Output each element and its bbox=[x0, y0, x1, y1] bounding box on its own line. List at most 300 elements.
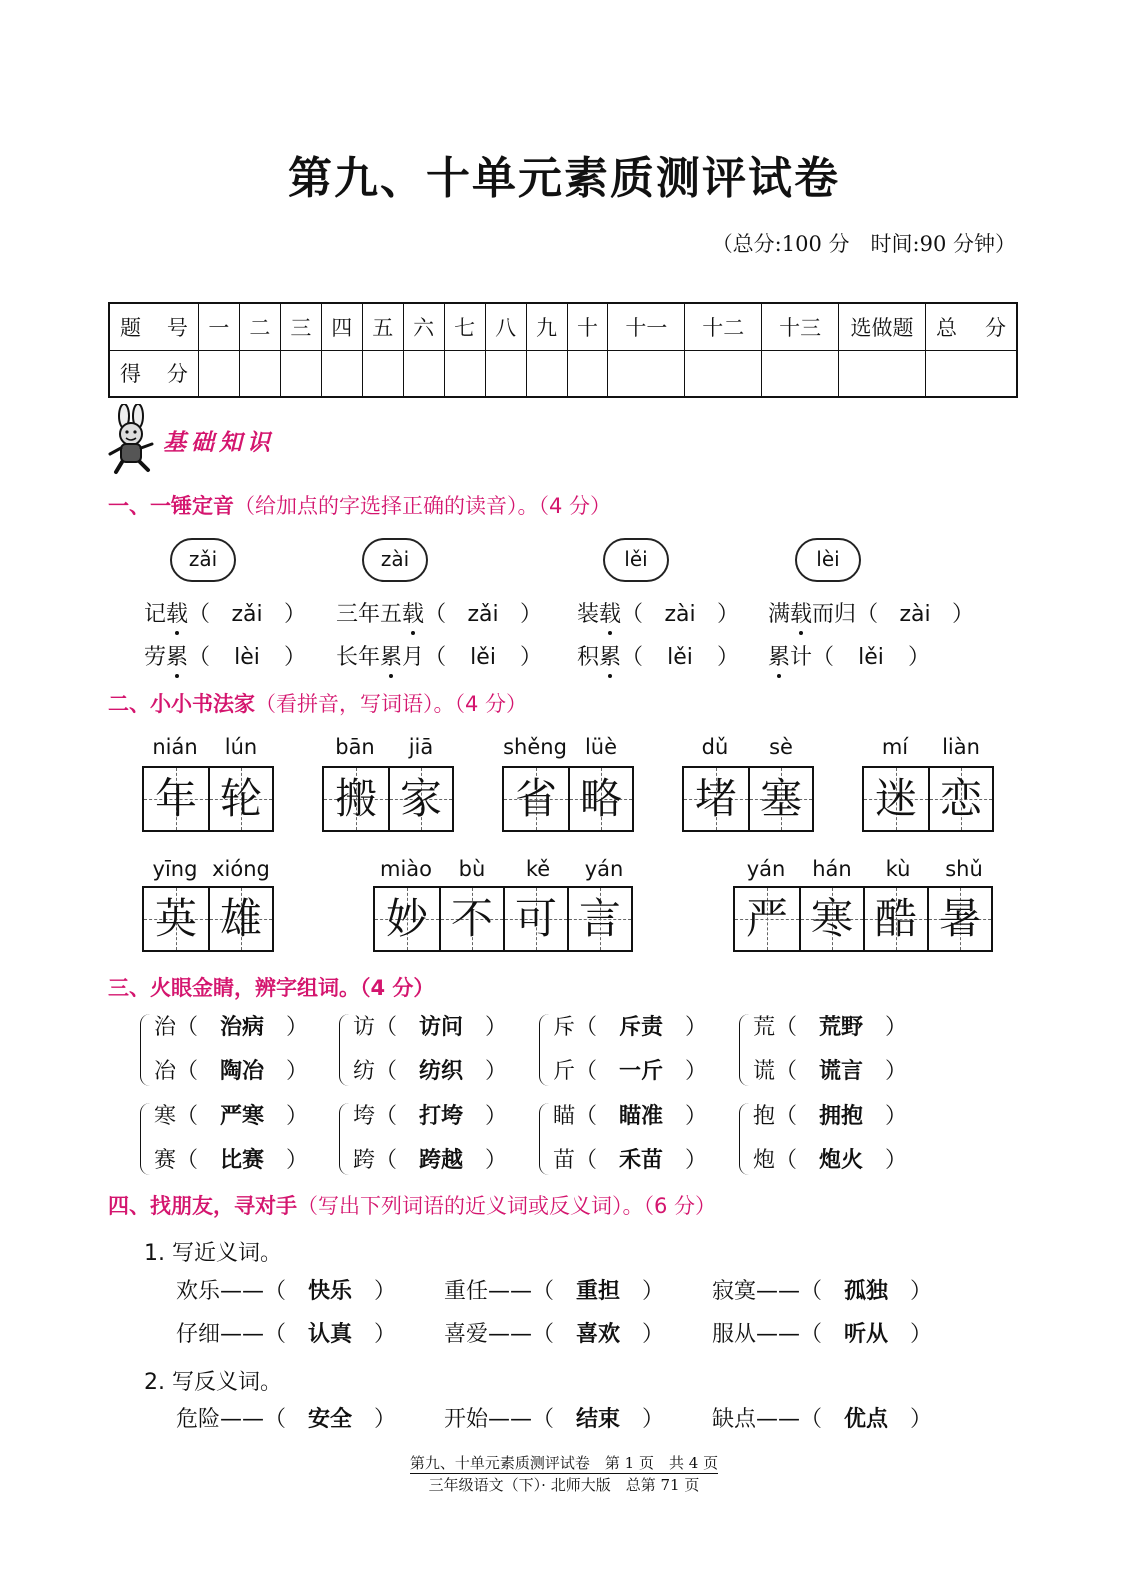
grid-char: 严 bbox=[745, 894, 788, 943]
word-char: 计 bbox=[790, 645, 813, 670]
word bbox=[577, 602, 621, 627]
char: 治 bbox=[154, 1015, 177, 1040]
grid-char: 省 bbox=[514, 774, 557, 823]
char: 谎 bbox=[753, 1059, 776, 1084]
grid-cell[interactable] bbox=[208, 888, 272, 950]
writing-grid bbox=[682, 766, 814, 832]
answer-value[interactable]: lěi bbox=[858, 645, 884, 670]
grid-char: 略 bbox=[579, 774, 622, 823]
paren-close: ） bbox=[903, 1322, 933, 1347]
brace-icon bbox=[539, 1014, 550, 1086]
pinyin-option: zǎi bbox=[170, 538, 236, 582]
paren-open: （ bbox=[424, 602, 454, 627]
pronunciation-item bbox=[336, 640, 542, 671]
paren-open: （ bbox=[621, 602, 651, 627]
answer-value[interactable]: lěi bbox=[470, 645, 496, 670]
score-input-cell[interactable] bbox=[239, 350, 280, 397]
answer-value[interactable]: zài bbox=[899, 602, 931, 627]
char-pair-item bbox=[553, 1095, 707, 1139]
answer-value[interactable]: zài bbox=[664, 602, 696, 627]
grid-cell[interactable] bbox=[208, 768, 272, 830]
score-input-cell[interactable] bbox=[198, 350, 239, 397]
paren-close: ） bbox=[279, 1104, 309, 1129]
bunny-mascot-icon bbox=[104, 404, 160, 476]
score-table bbox=[108, 302, 1018, 398]
answer-value[interactable]: 严寒 bbox=[220, 1104, 265, 1129]
paren-close: ） bbox=[478, 1059, 508, 1084]
row-label: 题 号 bbox=[109, 303, 198, 350]
score-input-cell[interactable] bbox=[839, 350, 926, 397]
word-pair-item bbox=[712, 1270, 932, 1314]
word: 缺点 bbox=[712, 1407, 757, 1432]
word: 服从 bbox=[712, 1322, 757, 1347]
char: 纺 bbox=[353, 1059, 376, 1084]
grid-char: 言 bbox=[578, 894, 621, 943]
score-input-cell[interactable] bbox=[526, 350, 567, 397]
question-title-text: 四、找朋友，寻对手 bbox=[108, 1194, 297, 1218]
grid-cell[interactable] bbox=[928, 768, 992, 830]
score-input-cell[interactable] bbox=[444, 350, 485, 397]
score-header-cell: 十三 bbox=[762, 303, 839, 350]
char: 跨 bbox=[353, 1148, 376, 1173]
paren-open: （ bbox=[575, 1104, 605, 1129]
grid-cell[interactable] bbox=[684, 768, 748, 830]
paren-open: （ bbox=[375, 1104, 405, 1129]
pinyin-option: lěi bbox=[603, 538, 669, 582]
answer-value[interactable]: 跨越 bbox=[419, 1148, 464, 1173]
char-pair-item bbox=[353, 1139, 507, 1183]
grid-char: 寒 bbox=[810, 894, 853, 943]
paren-close: ） bbox=[635, 1322, 665, 1347]
paren-close: ） bbox=[513, 602, 543, 627]
paren-close: ） bbox=[878, 1104, 908, 1129]
answer-value[interactable]: 结束 bbox=[576, 1407, 621, 1432]
word bbox=[577, 645, 621, 670]
grid-cell[interactable] bbox=[375, 888, 439, 950]
dash-paren: ——（ bbox=[488, 1279, 562, 1304]
word bbox=[768, 602, 856, 627]
pinyin-label: nián bbox=[152, 735, 198, 759]
word-char: 月 bbox=[402, 645, 425, 670]
score-input-cell[interactable] bbox=[321, 350, 362, 397]
char-pair-item bbox=[353, 1050, 507, 1094]
score-header-cell: 选做题 bbox=[839, 303, 926, 350]
score-header-cell: 八 bbox=[485, 303, 526, 350]
paren-open: （ bbox=[775, 1059, 805, 1084]
answer-value[interactable]: 打垮 bbox=[419, 1104, 464, 1129]
paren-open: （ bbox=[812, 645, 842, 670]
dash-paren: ——（ bbox=[220, 1322, 294, 1347]
word-pair-item bbox=[176, 1313, 396, 1357]
score-header-cell: 十 bbox=[567, 303, 608, 350]
grid-char: 暑 bbox=[938, 894, 981, 943]
brace-icon bbox=[140, 1014, 151, 1086]
char: 赛 bbox=[154, 1148, 177, 1173]
score-header-cell: 四 bbox=[321, 303, 362, 350]
paren-open: （ bbox=[375, 1148, 405, 1173]
word-char: 长 bbox=[336, 645, 359, 670]
paren-close: ） bbox=[678, 1104, 708, 1129]
dash-paren: ——（ bbox=[756, 1407, 830, 1432]
grid-cell[interactable] bbox=[144, 888, 208, 950]
grid-cell[interactable] bbox=[799, 888, 863, 950]
paren-close: ） bbox=[878, 1148, 908, 1173]
word-pair-item bbox=[712, 1313, 932, 1357]
pronunciation-item bbox=[144, 640, 306, 671]
char-pair-item bbox=[154, 1050, 308, 1094]
paren-open: （ bbox=[575, 1015, 605, 1040]
score-input-cell[interactable] bbox=[925, 350, 1017, 397]
word: 喜爱 bbox=[444, 1322, 489, 1347]
char: 抱 bbox=[753, 1104, 776, 1129]
word-char: 劳 bbox=[144, 645, 167, 670]
dash-paren: ——（ bbox=[488, 1407, 562, 1432]
char: 访 bbox=[353, 1015, 376, 1040]
pinyin-label: yīng bbox=[152, 857, 198, 881]
score-header-cell: 十二 bbox=[685, 303, 762, 350]
grid-char: 不 bbox=[450, 894, 493, 943]
paren-close: ） bbox=[878, 1015, 908, 1040]
question-title-text: 一、一锤定音 bbox=[108, 494, 234, 518]
grid-cell[interactable] bbox=[144, 768, 208, 830]
footer-line-2: 三年级语文（下）· 北师大版 总第 71 页 bbox=[428, 1476, 700, 1494]
pinyin-label: kù bbox=[885, 857, 911, 881]
footer-text: 第九、十单元素质测评试卷 第 1 页 共 4 页 bbox=[409, 1454, 719, 1472]
paren-close: ） bbox=[678, 1148, 708, 1173]
word-pair-item bbox=[444, 1270, 664, 1314]
char-pair-item bbox=[553, 1050, 707, 1094]
score-header-cell: 五 bbox=[362, 303, 403, 350]
dash-paren: ——（ bbox=[756, 1279, 830, 1304]
word bbox=[336, 602, 424, 627]
paren-close: ） bbox=[678, 1059, 708, 1084]
pinyin-label: bān bbox=[335, 735, 375, 759]
grid-char: 妙 bbox=[385, 894, 428, 943]
score-header-cell: 总 分 bbox=[925, 303, 1017, 350]
paren-close: ） bbox=[279, 1059, 309, 1084]
score-header-cell: 六 bbox=[403, 303, 444, 350]
score-input-cell[interactable] bbox=[485, 350, 526, 397]
score-input-cell[interactable] bbox=[280, 350, 321, 397]
subquestion-1: 1. 写近义词。 bbox=[144, 1241, 282, 1266]
char: 寒 bbox=[154, 1104, 177, 1129]
pronunciation-item bbox=[144, 597, 306, 628]
paren-close: ） bbox=[279, 1015, 309, 1040]
word bbox=[144, 602, 188, 627]
paren-close: ） bbox=[903, 1279, 933, 1304]
score-header-row bbox=[109, 303, 1017, 350]
char: 斤 bbox=[553, 1059, 576, 1084]
grid-cell[interactable] bbox=[748, 768, 812, 830]
grid-char: 年 bbox=[154, 774, 197, 823]
question-note: （看拼音，写词语）。（4 分） bbox=[255, 692, 528, 716]
paren-close: ） bbox=[710, 602, 740, 627]
pinyin-label: shǔ bbox=[945, 857, 983, 881]
paren-close: ） bbox=[678, 1015, 708, 1040]
word-char: 累 bbox=[599, 645, 622, 670]
word: 重任 bbox=[444, 1279, 489, 1304]
pronunciation-item bbox=[577, 597, 739, 628]
brace-icon bbox=[539, 1103, 550, 1175]
grid-cell[interactable] bbox=[503, 888, 567, 950]
pinyin-option: lèi bbox=[795, 538, 861, 582]
grid-cell[interactable] bbox=[568, 768, 632, 830]
word: 寂寞 bbox=[712, 1279, 757, 1304]
paren-close: ） bbox=[513, 645, 543, 670]
paren-open: （ bbox=[188, 602, 218, 627]
answer-value[interactable]: lèi bbox=[234, 645, 260, 670]
answer-value[interactable]: 孤独 bbox=[844, 1279, 889, 1304]
brace-icon bbox=[739, 1014, 750, 1086]
grid-cell[interactable] bbox=[567, 888, 631, 950]
paren-close: ） bbox=[903, 1407, 933, 1432]
score-input-cell[interactable] bbox=[762, 350, 839, 397]
word-char: 年 bbox=[358, 645, 381, 670]
paren-close: ） bbox=[367, 1322, 397, 1347]
paren-open: （ bbox=[176, 1104, 206, 1129]
paren-close: ） bbox=[478, 1104, 508, 1129]
score-input-cell[interactable] bbox=[403, 350, 444, 397]
paren-open: （ bbox=[621, 645, 651, 670]
char-pair-item bbox=[353, 1095, 507, 1139]
pinyin-label: xióng bbox=[212, 857, 270, 881]
answer-value[interactable]: 拥抱 bbox=[819, 1104, 864, 1129]
pinyin-label: kě bbox=[525, 857, 551, 881]
answer-value[interactable]: 斥责 bbox=[619, 1015, 664, 1040]
word-char: 累 bbox=[166, 645, 189, 670]
footer-line-1 bbox=[0, 1452, 1128, 1473]
grid-char: 搬 bbox=[334, 774, 377, 823]
grid-char: 塞 bbox=[759, 774, 802, 823]
word-char: 载 bbox=[599, 602, 622, 627]
char-pair-item bbox=[353, 1006, 507, 1050]
answer-value[interactable]: 比赛 bbox=[220, 1148, 265, 1173]
pronunciation-item bbox=[768, 640, 930, 671]
word-pair-item bbox=[176, 1270, 396, 1314]
paren-close: ） bbox=[901, 645, 931, 670]
pinyin-option: zài bbox=[362, 538, 428, 582]
paren-open: （ bbox=[176, 1059, 206, 1084]
char: 苗 bbox=[553, 1148, 576, 1173]
word-char: 五 bbox=[380, 602, 403, 627]
word-pair-item bbox=[176, 1398, 396, 1442]
writing-grid bbox=[862, 766, 994, 832]
word-char: 年 bbox=[358, 602, 381, 627]
grid-cell[interactable] bbox=[388, 768, 452, 830]
paren-open: （ bbox=[856, 602, 886, 627]
paren-open: （ bbox=[375, 1015, 405, 1040]
pinyin-label: yán bbox=[746, 857, 786, 881]
paren-open: （ bbox=[375, 1059, 405, 1084]
word-char: 积 bbox=[577, 645, 600, 670]
word: 仔细 bbox=[176, 1322, 221, 1347]
paren-close: ） bbox=[367, 1279, 397, 1304]
grid-char: 堵 bbox=[694, 774, 737, 823]
score-input-cell[interactable] bbox=[362, 350, 403, 397]
score-input-cell[interactable] bbox=[608, 350, 685, 397]
char-pair-item bbox=[753, 1095, 907, 1139]
word-char: 累 bbox=[380, 645, 403, 670]
question-2-title bbox=[108, 688, 527, 718]
word-char: 记 bbox=[144, 602, 167, 627]
brace-icon bbox=[140, 1103, 151, 1175]
grid-char: 雄 bbox=[219, 894, 262, 943]
paren-open: （ bbox=[775, 1104, 805, 1129]
pinyin-label: lüè bbox=[584, 735, 618, 759]
row-label: 得 分 bbox=[109, 350, 198, 397]
answer-value[interactable]: 喜欢 bbox=[576, 1322, 621, 1347]
dash-paren: ——（ bbox=[756, 1322, 830, 1347]
writing-grid bbox=[142, 766, 274, 832]
word: 开始 bbox=[444, 1407, 489, 1432]
char: 瞄 bbox=[553, 1104, 576, 1129]
pinyin-label: shěng bbox=[503, 735, 567, 759]
char-pair-item bbox=[753, 1050, 907, 1094]
char-pair-item bbox=[154, 1006, 308, 1050]
question-note: （写出下列词语的近义词或反义词）。（6 分） bbox=[297, 1194, 717, 1218]
pinyin-label: hán bbox=[812, 857, 852, 881]
pinyin-label: dǔ bbox=[701, 735, 729, 759]
writing-grid bbox=[142, 886, 274, 952]
paren-close: ） bbox=[478, 1148, 508, 1173]
question-1-title bbox=[108, 490, 611, 520]
word-char: 三 bbox=[336, 602, 359, 627]
paren-open: （ bbox=[575, 1148, 605, 1173]
paren-close: ） bbox=[945, 602, 975, 627]
answer-value[interactable]: 一斤 bbox=[619, 1059, 664, 1084]
char-pair-item bbox=[553, 1139, 707, 1183]
word-char: 载 bbox=[166, 602, 189, 627]
word: 欢乐 bbox=[176, 1279, 221, 1304]
score-input-cell[interactable] bbox=[685, 350, 762, 397]
answer-value[interactable]: 安全 bbox=[308, 1407, 353, 1432]
score-value-row bbox=[109, 350, 1017, 397]
answer-value[interactable]: zǎi bbox=[467, 602, 499, 627]
pinyin-label: liàn bbox=[942, 735, 980, 759]
pinyin-label: mí bbox=[881, 735, 909, 759]
word-char: 累 bbox=[768, 645, 791, 670]
word-char: 归 bbox=[834, 602, 857, 627]
pinyin-label: miào bbox=[379, 857, 432, 881]
word-char: 满 bbox=[768, 602, 791, 627]
answer-value[interactable]: 谎言 bbox=[819, 1059, 864, 1084]
pinyin-label: lún bbox=[224, 735, 258, 759]
pinyin-label: jiā bbox=[408, 735, 434, 759]
word-char: 载 bbox=[402, 602, 425, 627]
word-char: 而 bbox=[812, 602, 835, 627]
word-pair-item bbox=[712, 1398, 932, 1442]
answer-value[interactable]: 优点 bbox=[844, 1407, 889, 1432]
char: 垮 bbox=[353, 1104, 376, 1129]
brace-icon bbox=[739, 1103, 750, 1175]
pronunciation-item bbox=[768, 597, 974, 628]
score-header-cell: 十一 bbox=[608, 303, 685, 350]
word-pair-item bbox=[444, 1398, 664, 1442]
writing-grid bbox=[502, 766, 634, 832]
grid-cell[interactable] bbox=[504, 768, 568, 830]
writing-grid bbox=[373, 886, 633, 952]
dash-paren: ——（ bbox=[488, 1322, 562, 1347]
grid-cell[interactable] bbox=[324, 768, 388, 830]
answer-value[interactable]: lěi bbox=[667, 645, 693, 670]
dash-paren: ——（ bbox=[220, 1407, 294, 1432]
grid-cell[interactable] bbox=[927, 888, 991, 950]
answer-value[interactable]: 认真 bbox=[308, 1322, 353, 1347]
brace-icon bbox=[339, 1014, 350, 1086]
answer-value[interactable]: 荒野 bbox=[819, 1015, 864, 1040]
answer-value[interactable]: 瞄准 bbox=[619, 1104, 664, 1129]
grid-char: 英 bbox=[154, 894, 197, 943]
paren-close: ） bbox=[277, 645, 307, 670]
score-header-cell: 九 bbox=[526, 303, 567, 350]
grid-char: 轮 bbox=[219, 774, 262, 823]
subquestion-2: 2. 写反义词。 bbox=[144, 1370, 282, 1395]
paren-close: ） bbox=[878, 1059, 908, 1084]
word bbox=[144, 645, 188, 670]
grid-char: 酷 bbox=[874, 894, 917, 943]
word-char: 装 bbox=[577, 602, 600, 627]
answer-value[interactable]: 禾苗 bbox=[619, 1148, 664, 1173]
paren-close: ） bbox=[478, 1015, 508, 1040]
paren-open: （ bbox=[176, 1148, 206, 1173]
score-header-cell: 一 bbox=[198, 303, 239, 350]
answer-value[interactable]: zǎi bbox=[231, 602, 263, 627]
grid-cell[interactable] bbox=[735, 888, 799, 950]
answer-value[interactable]: 治病 bbox=[220, 1015, 265, 1040]
answer-value[interactable]: 重担 bbox=[576, 1279, 621, 1304]
paren-open: （ bbox=[188, 645, 218, 670]
exam-meta: （总分:100 分 时间:90 分钟） bbox=[711, 232, 1016, 256]
pronunciation-item bbox=[577, 640, 739, 671]
grid-cell[interactable] bbox=[863, 888, 927, 950]
question-4-title bbox=[108, 1190, 716, 1220]
grid-cell[interactable] bbox=[864, 768, 928, 830]
answer-value[interactable]: 听从 bbox=[844, 1322, 889, 1347]
paren-close: ） bbox=[635, 1279, 665, 1304]
brace-icon bbox=[339, 1103, 350, 1175]
score-header-cell: 二 bbox=[239, 303, 280, 350]
paren-close: ） bbox=[279, 1148, 309, 1173]
question-note: （给加点的字选择正确的读音）。（4 分） bbox=[234, 494, 612, 518]
char: 冶 bbox=[154, 1059, 177, 1084]
score-input-cell[interactable] bbox=[567, 350, 608, 397]
answer-value[interactable]: 快乐 bbox=[308, 1279, 353, 1304]
char-pair-item bbox=[753, 1139, 907, 1183]
grid-cell[interactable] bbox=[439, 888, 503, 950]
paren-close: ） bbox=[367, 1407, 397, 1432]
pinyin-label: sè bbox=[769, 735, 793, 759]
answer-value[interactable]: 陶冶 bbox=[220, 1059, 265, 1084]
answer-value[interactable]: 纺织 bbox=[419, 1059, 464, 1084]
section-heading: 基础知识 bbox=[163, 429, 275, 456]
score-header-cell: 七 bbox=[444, 303, 485, 350]
answer-value[interactable]: 炮火 bbox=[819, 1148, 864, 1173]
paren-open: （ bbox=[775, 1148, 805, 1173]
paren-close: ） bbox=[635, 1407, 665, 1432]
page-title: 第九、十单元素质测评试卷 bbox=[288, 153, 840, 204]
answer-value[interactable]: 访问 bbox=[419, 1015, 464, 1040]
question-title-text: 二、小小书法家 bbox=[108, 692, 255, 716]
paren-open: （ bbox=[775, 1015, 805, 1040]
grid-char: 恋 bbox=[939, 774, 982, 823]
word bbox=[336, 645, 424, 670]
word-char: 载 bbox=[790, 602, 813, 627]
score-header-cell: 三 bbox=[280, 303, 321, 350]
char: 斥 bbox=[553, 1015, 576, 1040]
char-pair-item bbox=[154, 1139, 308, 1183]
grid-char: 迷 bbox=[874, 774, 917, 823]
paren-open: （ bbox=[424, 645, 454, 670]
